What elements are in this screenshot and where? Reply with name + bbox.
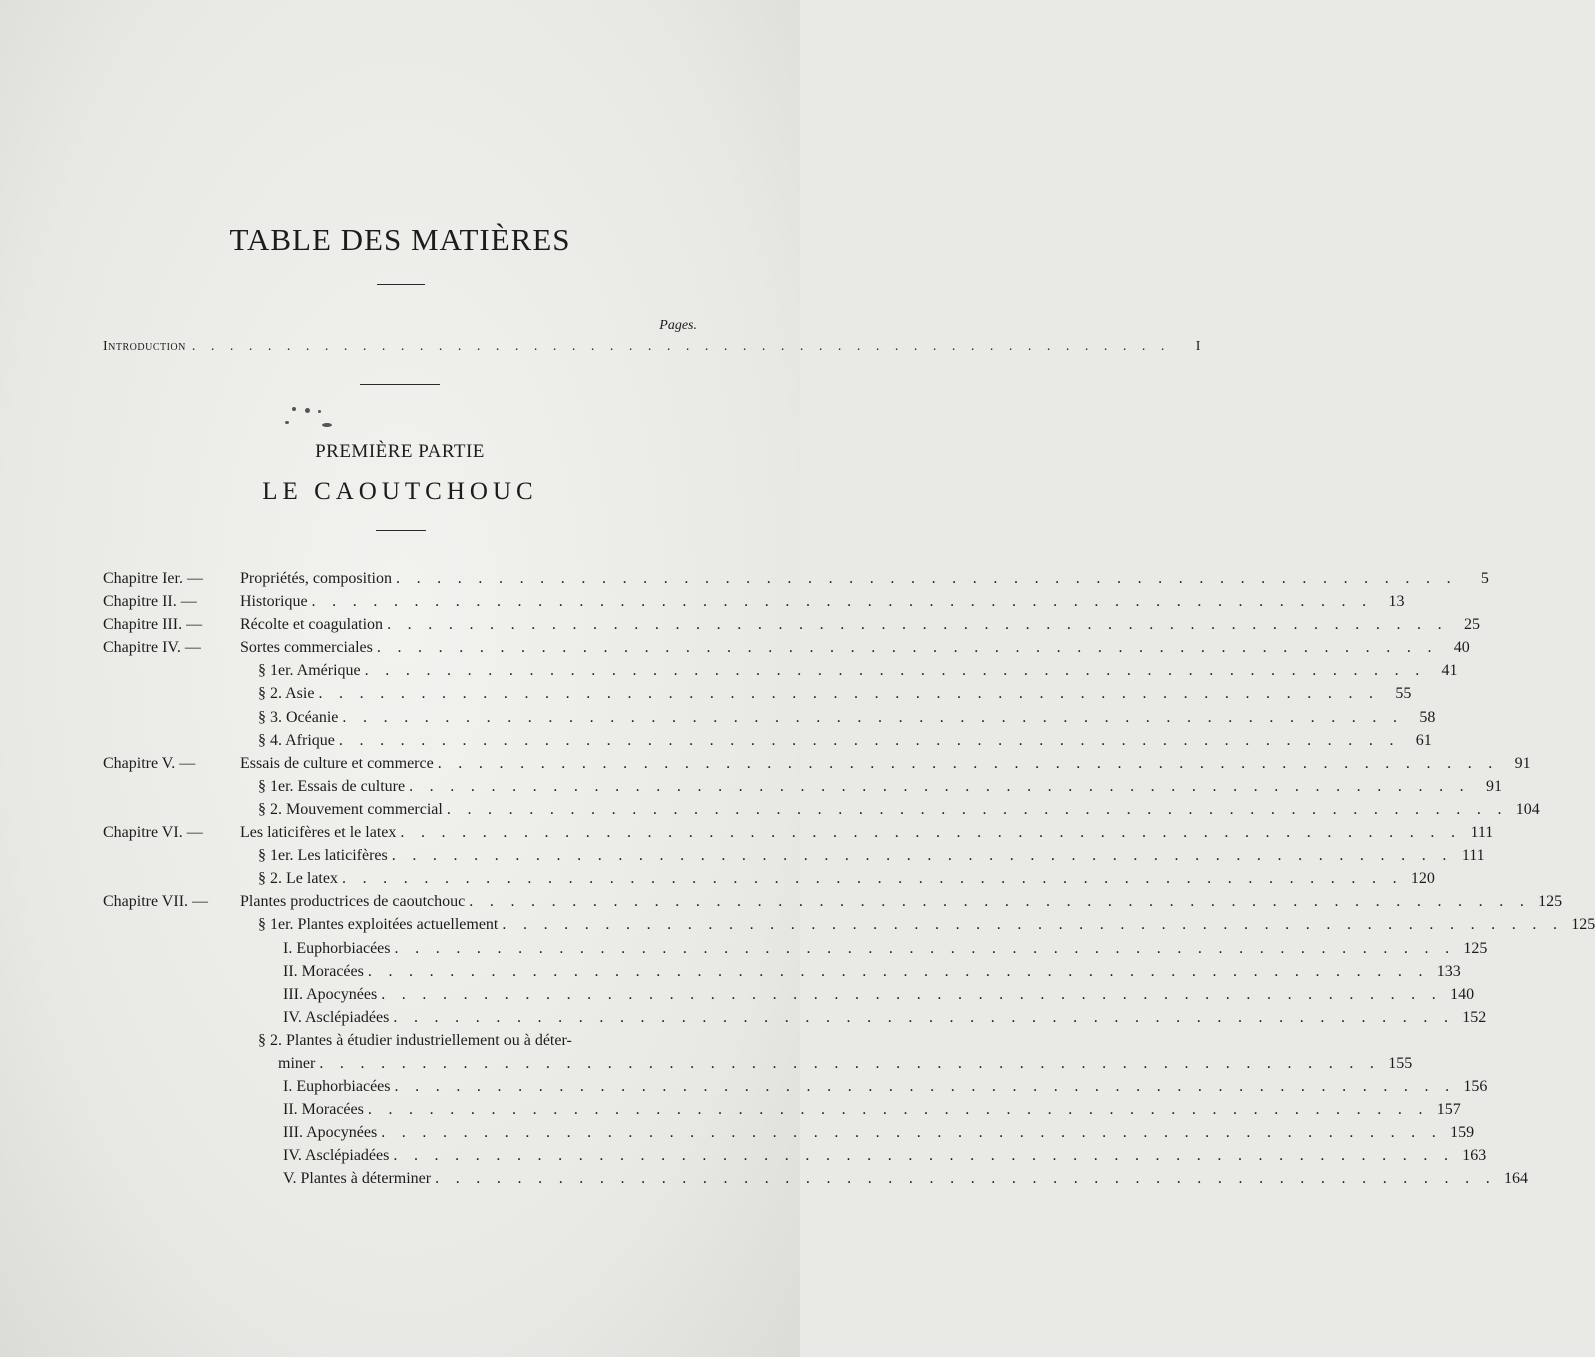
introduction-label: Introduction (103, 339, 186, 354)
pages-column-label: Pages. (659, 318, 697, 333)
dot-leader: . . . . . . . . . . . . . . . . . . . . . . . . . . . . . . . . . . . . . . . . . . . . . . . . . . . . (319, 1054, 1381, 1072)
toc-entry (103, 916, 1595, 939)
entry-title: III. Apocynées (283, 985, 378, 1003)
entry-title: II. Moracées (283, 1101, 364, 1119)
dot-leader: . . . . . . . . . . . . . . . . . . . . . . . . . . . . . . . . . . . . . . . . . . . . . . . . . . . . (364, 662, 1426, 680)
entry-title: § 2. Asie (258, 685, 315, 703)
entry-title: § 4. Afrique (258, 731, 335, 749)
dot-leader: . . . . . . . . . . . . . . . . . . . . . . . . . . . . . . . . . . . . . . . . . . . . . . . . . . . . (341, 870, 1403, 888)
section-rule (360, 384, 440, 385)
dot-leader: . . . . . . . . . . . . . . . . . . . . . . . . . . . . . . . . . . . . . . . . . . . . . . . . . . . . (446, 800, 1508, 818)
entry-page-number: 91 (1485, 777, 1502, 795)
toc-entry (103, 1147, 1487, 1170)
dot-leader: . . . . . . . . . . . . . . . . . . . . . . . . . . . . . . . . . . . . . . . . . . . . . . . . . . . . (376, 639, 1438, 657)
dot-leader: . . . . . . . . . . . . . . . . . . . . . . . . . . . . . . . . . . . . . . . . . . . . . . . . . . . . (393, 1008, 1455, 1026)
dot-leader: . . . . . . . . . . . . . . . . . . . . . . . . . . . . . . . . . . . . . . . . . . . . . . . . . . . . (367, 962, 1429, 980)
toc-entry (103, 800, 1540, 824)
dot-leader: . . . . . . . . . . . . . . . . . . . . . . . . . . . . . . . . . . . . . . . . . . . . . . . . . . . . (409, 777, 1470, 795)
chapter-label: Chapitre VI. — (103, 824, 203, 842)
toc-entry (103, 893, 1563, 916)
entry-page-number: 156 (1463, 1078, 1488, 1096)
entry-page-number: 40 (1453, 639, 1470, 657)
entry-page-number: 58 (1419, 708, 1436, 726)
chapter-label: Chapitre III. — (103, 616, 203, 634)
dot-leader: . . . . . . . . . . . . . . . . . . . . . . . . . . . . . . . . . . . . . . . . . . . . . . . . . . . . (387, 616, 1448, 634)
entry-title: Historique (240, 593, 308, 611)
dot-leader: . . . . . . . . . . . . . . . . . . . . . . . . . . . . . . . . . . . . . . . . . . . . . . . . . . . . (469, 893, 1531, 911)
entry-title: III. Apocynées (283, 1124, 378, 1142)
dot-leader: . . . . . . . . . . . . . . . . . . . . . . . . . . . . . . . . . . . . . . . . . . . . . . . . . . . . (381, 985, 1443, 1003)
toc-entry (103, 985, 1475, 1009)
entry-page-number: 13 (1388, 593, 1405, 611)
toc-entry (103, 847, 1485, 870)
dot-leader: . . . . . . . . . . . . . . . . . . . . . . . . . . . . . . . . . . . . . . . . . . . . . . . . . . . . (391, 847, 1453, 865)
chapter-label: Chapitre V. — (103, 754, 196, 772)
introduction-page: I (1195, 339, 1201, 354)
toc-entry (103, 1032, 697, 1055)
entry-page-number: 133 (1436, 962, 1461, 980)
part-subtitle: LE CAOUTCHOUC (262, 478, 538, 505)
dot-leader: . . . . . . . . . . . . . . . . . . . . . . . . . . . . . . . . . . . . . . . . . . . . . . . . . . . . (394, 939, 1456, 957)
page-title: TABLE DES MATIÈRES (229, 222, 571, 257)
dot-leader: . . . . . . . . . . . . . . . . . . . . . . . . . . . . . . . . . . . . . . . . . . . . . . . . . . . . (318, 685, 1380, 703)
entry-title: § 1er. Amérique (258, 662, 361, 680)
entry-title: Essais de culture et commerce (240, 754, 434, 772)
entry-page-number: 91 (1514, 754, 1531, 772)
chapter-label: Chapitre II. — (103, 593, 197, 611)
toc-entry (103, 1101, 1461, 1124)
entry-page-number: 120 (1410, 870, 1435, 888)
table-of-contents (103, 570, 1595, 1194)
entry-page-number: 111 (1470, 824, 1494, 842)
chapter-label: Chapitre Ier. — (103, 570, 203, 587)
dot-leader: . . . . . . . . . . . . . . . . . . . . . . . . . . . . . . . . . . . . . . . . . . . . . . . . . . . . (367, 1101, 1429, 1119)
entry-page-number: 111 (1461, 847, 1485, 865)
entry-title: § 2. Le latex (258, 870, 338, 888)
dot-leader: . . . . . . . . . . . . . . . . . . . . . . . . . . . . . . . . . . . . . . . . . . . . . . . . . . . . (394, 1078, 1456, 1096)
toc-entry (103, 939, 1488, 963)
toc-entry (103, 1008, 1487, 1032)
toc-entry (103, 870, 1435, 893)
toc-entry (103, 731, 1432, 755)
entry-page-number: 125 (1538, 893, 1563, 911)
part-title: PREMIÈRE PARTIE (315, 441, 485, 462)
dot-leader: . . . . . . . . . . . . . . . . . . . . . . . . . . . . . . . . . . . . . . . . . . . . . . . . . . . . (435, 1170, 1497, 1188)
chapter-label: Chapitre IV. — (103, 639, 201, 657)
entry-title: § 3. Océanie (258, 708, 339, 726)
dot-leader: . . . . . . . . . . . . . . . . . . . . . . . . . . . . . . . . . . . . . . . . . . . . . . . . . . . . (400, 824, 1462, 842)
entry-title: Les laticifères et le latex (240, 824, 397, 842)
chapter-label: Chapitre VII. — (103, 893, 209, 911)
entry-title: § 1er. Les laticifères (258, 847, 388, 865)
toc-entry (103, 593, 1405, 616)
entry-title: miner (278, 1054, 316, 1072)
entry-title: Propriétés, composition (240, 570, 392, 587)
entry-title: I. Euphorbiacées (283, 939, 391, 957)
entry-page-number: 163 (1462, 1147, 1487, 1165)
entry-page-number: 152 (1462, 1008, 1487, 1026)
dot-leader: . . . . . . . . . . . . . . . . . . . . . . . . . . . . . . . . . . . . . . . . . . . . . . . . . . . . (342, 708, 1404, 726)
entry-page-number: 164 (1504, 1170, 1529, 1188)
toc-entry (103, 1170, 1529, 1193)
entry-page-number: 125 (1463, 939, 1488, 957)
dot-leader: . . . . . . . . . . . . . . . . . . . . . . . . . . . . . . . . . . . . . . . . . . . . . . . . . . . . (437, 754, 1499, 772)
entry-title: Plantes productrices de caoutchouc (240, 893, 466, 911)
dot-leader: . . . . . . . . . . . . . . . . . . . . . . . . . . . . . . . . . . . . . . . . . . . . . . . . . . . . (393, 1147, 1455, 1165)
dot-leader: . . . . . . . . . . . . . . . . . . . . . . . . . . . . . . . . . . . . . . . . . . . . . . . . . . . . (311, 593, 1373, 611)
entry-page-number: 55 (1395, 685, 1412, 703)
toc-entry (103, 777, 1502, 801)
entry-page-number: 155 (1388, 1054, 1413, 1072)
entry-title: IV. Asclépiadées (283, 1147, 390, 1165)
entry-title: II. Moracées (283, 962, 364, 980)
toc-entry (103, 962, 1461, 986)
entry-page-number: 41 (1441, 662, 1458, 680)
entry-page-number: 5 (1480, 570, 1489, 587)
entry-page-number: 157 (1436, 1101, 1461, 1119)
dot-leader: . . . . . . . . . . . . . . . . . . . . . . . . . . . . . . . . . . . . . . . . . . . . . . . . . . . . (381, 1124, 1443, 1142)
toc-entry (103, 1124, 1475, 1147)
toc-entry (103, 616, 1480, 639)
entry-title: § 2. Plantes à étudier industriellement ou à déter- (258, 1031, 572, 1049)
toc-introduction-row (103, 339, 1201, 359)
entry-page-number: 159 (1450, 1124, 1475, 1142)
toc-entry (103, 570, 1489, 593)
entry-page-number: 104 (1515, 800, 1540, 818)
part-rule (376, 530, 426, 531)
toc-entry (103, 708, 1436, 732)
entry-title: I. Euphorbiacées (283, 1078, 391, 1096)
toc-entry (103, 639, 1470, 662)
entry-title: IV. Asclépiadées (283, 1008, 390, 1026)
entry-title: Récolte et coagulation (240, 616, 384, 634)
toc-entry (103, 1054, 1413, 1078)
entry-title: V. Plantes à déterminer (283, 1170, 432, 1188)
toc-entry (103, 1078, 1488, 1101)
entry-page-number: 25 (1463, 616, 1480, 634)
entry-page-number: 125 (1571, 916, 1595, 934)
title-rule (377, 284, 425, 285)
dot-leader: . . . . . . . . . . . . . . . . . . . . . . . . . . . . . . . . . . . . . . . . . . . . . . . . . . . . (395, 570, 1457, 587)
dot-leader: . . . . . . . . . . . . . . . . . . . . . . . . . . . . . . . . . . . . . . . . . . . . . . . . . . . . (191, 339, 1171, 354)
dot-leader: . . . . . . . . . . . . . . . . . . . . . . . . . . . . . . . . . . . . . . . . . . . . . . . . . . . . (338, 731, 1400, 749)
toc-entry (103, 824, 1494, 847)
entry-page-number: 61 (1415, 731, 1432, 749)
dot-leader: . . . . . . . . . . . . . . . . . . . . . . . . . . . . . . . . . . . . . . . . . . . . . . . . . . . . (502, 916, 1564, 934)
toc-entry (103, 685, 1412, 708)
entry-title: § 2. Mouvement commercial (258, 800, 443, 818)
entry-page-number: 140 (1450, 985, 1475, 1003)
entry-title: § 1er. Essais de culture (258, 777, 406, 795)
toc-entry (103, 754, 1531, 778)
entry-title: Sortes commerciales (240, 639, 373, 657)
entry-title: § 1er. Plantes exploitées actuellement (258, 916, 499, 934)
toc-entry (103, 662, 1458, 685)
